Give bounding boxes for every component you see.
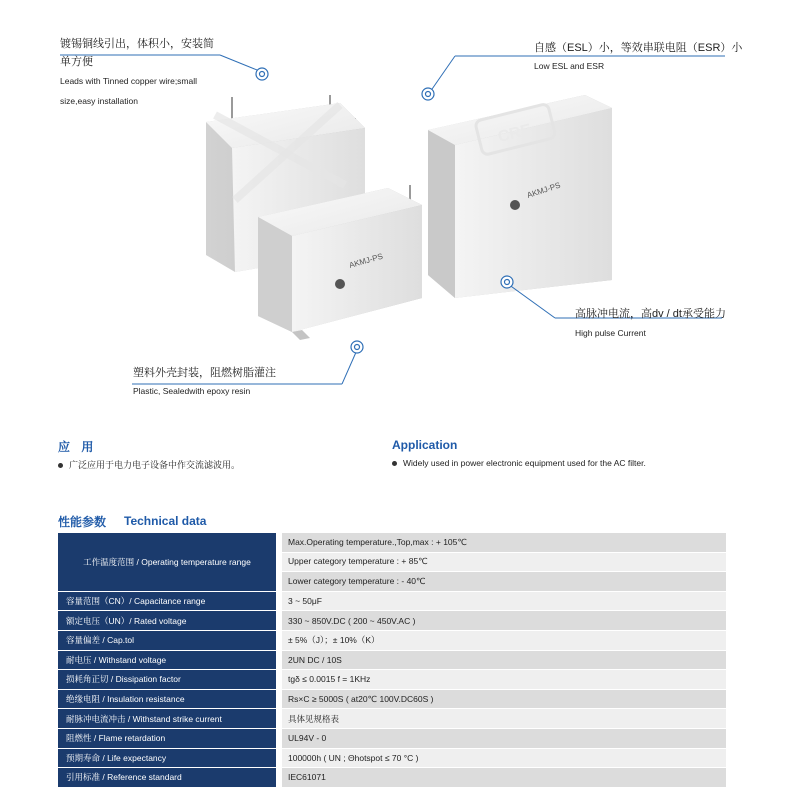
row-value-insulation: Rs×C ≥ 5000S ( at20℃ 100V.DC60S ): [282, 690, 726, 709]
row-label-strike-current: 耐脉冲电流冲击 / Withstand strike current: [58, 709, 282, 728]
application-text-cn-label: 广泛应用于电力电子设备中作交流滤波用。: [69, 460, 241, 470]
row-value-rated-voltage: 330 ~ 850V.DC ( 200 ~ 450V.AC ): [282, 611, 726, 630]
technical-data-table: [58, 532, 726, 788]
table-row: [58, 651, 726, 670]
row-label-flame: 阻燃性 / Flame retardation: [58, 729, 282, 748]
application-text-en: [392, 458, 646, 468]
technical-title-cn: 性能参数: [58, 515, 107, 529]
technical-title-en: Technical data: [124, 514, 207, 528]
row-label-life: 预期寿命 / Life expectancy: [58, 749, 282, 768]
row-label-withstand-voltage: 耐电压 / Withstand voltage: [58, 651, 282, 670]
capacitor-large: [428, 95, 612, 298]
table-row: [58, 631, 726, 650]
row-value-life: 100000h ( UN ; Θhotspot ≤ 70 °C ): [282, 749, 726, 768]
table-row: [58, 690, 726, 709]
callout-pulse-en: High pulse Current: [575, 328, 646, 338]
callout-plastic-cn: 塑料外壳封装，阻燃树脂灌注: [133, 367, 276, 379]
row-label-operating-temperature: 工作温度范围 / Operating temperature range: [58, 533, 282, 591]
callout-leads-cn-1: 镀锡铜线引出，体积小，安装简: [60, 38, 214, 50]
row-value-strike-current: 具体见规格表: [282, 709, 726, 728]
callout-pulse-cn: 高脉冲电流，高dv / dt承受能力: [575, 308, 726, 320]
svg-text:AKMJ-PS: AKMJ-PS: [525, 180, 562, 200]
application-title-en: Application: [392, 438, 458, 452]
row-label-insulation: 绝缘电阻 / Insulation resistance: [58, 690, 282, 709]
callout-leads-en-2: size,easy installation: [60, 96, 138, 106]
table-row: [58, 768, 726, 787]
row-value-lower-temp: Lower category temperature : - 40℃: [282, 572, 726, 591]
table-row: [58, 592, 726, 611]
bullet-dot-icon: [58, 463, 63, 468]
row-value-max-temp: Max.Operating temperature.,Top,max : + 105℃: [282, 533, 726, 552]
row-label-cap-tol: 容量偏差 / Cap.tol: [58, 631, 282, 650]
application-text-cn: [58, 458, 240, 471]
application-title-cn: 应 用: [58, 440, 98, 454]
row-label-rated-voltage: 额定电压（UN）/ Rated voltage: [58, 611, 282, 630]
table-row: [58, 533, 726, 552]
row-label-capacitance: 容量范围（CN）/ Capacitance range: [58, 592, 282, 611]
table-row: [58, 729, 726, 748]
row-value-flame: UL94V - 0: [282, 729, 726, 748]
callout-leads-en-1: Leads with Tinned copper wire;small: [60, 76, 198, 86]
callout-leads-cn-2: 单方便: [60, 56, 93, 68]
application-text-en-label: Widely used in power electronic equipment used for the AC filter.: [403, 458, 646, 468]
table-row: [58, 670, 726, 689]
svg-text:CRE: CRE: [496, 121, 534, 146]
row-value-cap-tol: ± 5%（J）；± 10%（K）: [282, 631, 726, 650]
row-value-withstand-voltage: 2UN DC / 10S: [282, 651, 726, 670]
row-value-standard: IEC61071: [282, 768, 726, 787]
row-value-capacitance: 3 ~ 50μF: [282, 592, 726, 611]
row-value-dissipation: tgδ ≤ 0.0015 f = 1KHz: [282, 670, 726, 689]
table-row: [58, 709, 726, 728]
row-value-upper-temp: Upper category temperature : + 85℃: [282, 553, 726, 572]
table-row: [58, 611, 726, 630]
row-label-standard: 引用标准 / Reference standard: [58, 768, 282, 787]
row-label-dissipation: 损耗角正切 / Dissipation factor: [58, 670, 282, 689]
callout-esl-cn: 自感（ESL）小，等效串联电阻（ESR）小: [534, 42, 743, 54]
table-row: [58, 749, 726, 768]
callout-plastic-en: Plastic, Sealedwith epoxy resin: [133, 386, 251, 396]
bullet-dot-icon: [392, 461, 397, 466]
callout-esl-en: Low ESL and ESR: [534, 61, 605, 71]
svg-text:AKMJ-PS: AKMJ-PS: [348, 251, 384, 270]
